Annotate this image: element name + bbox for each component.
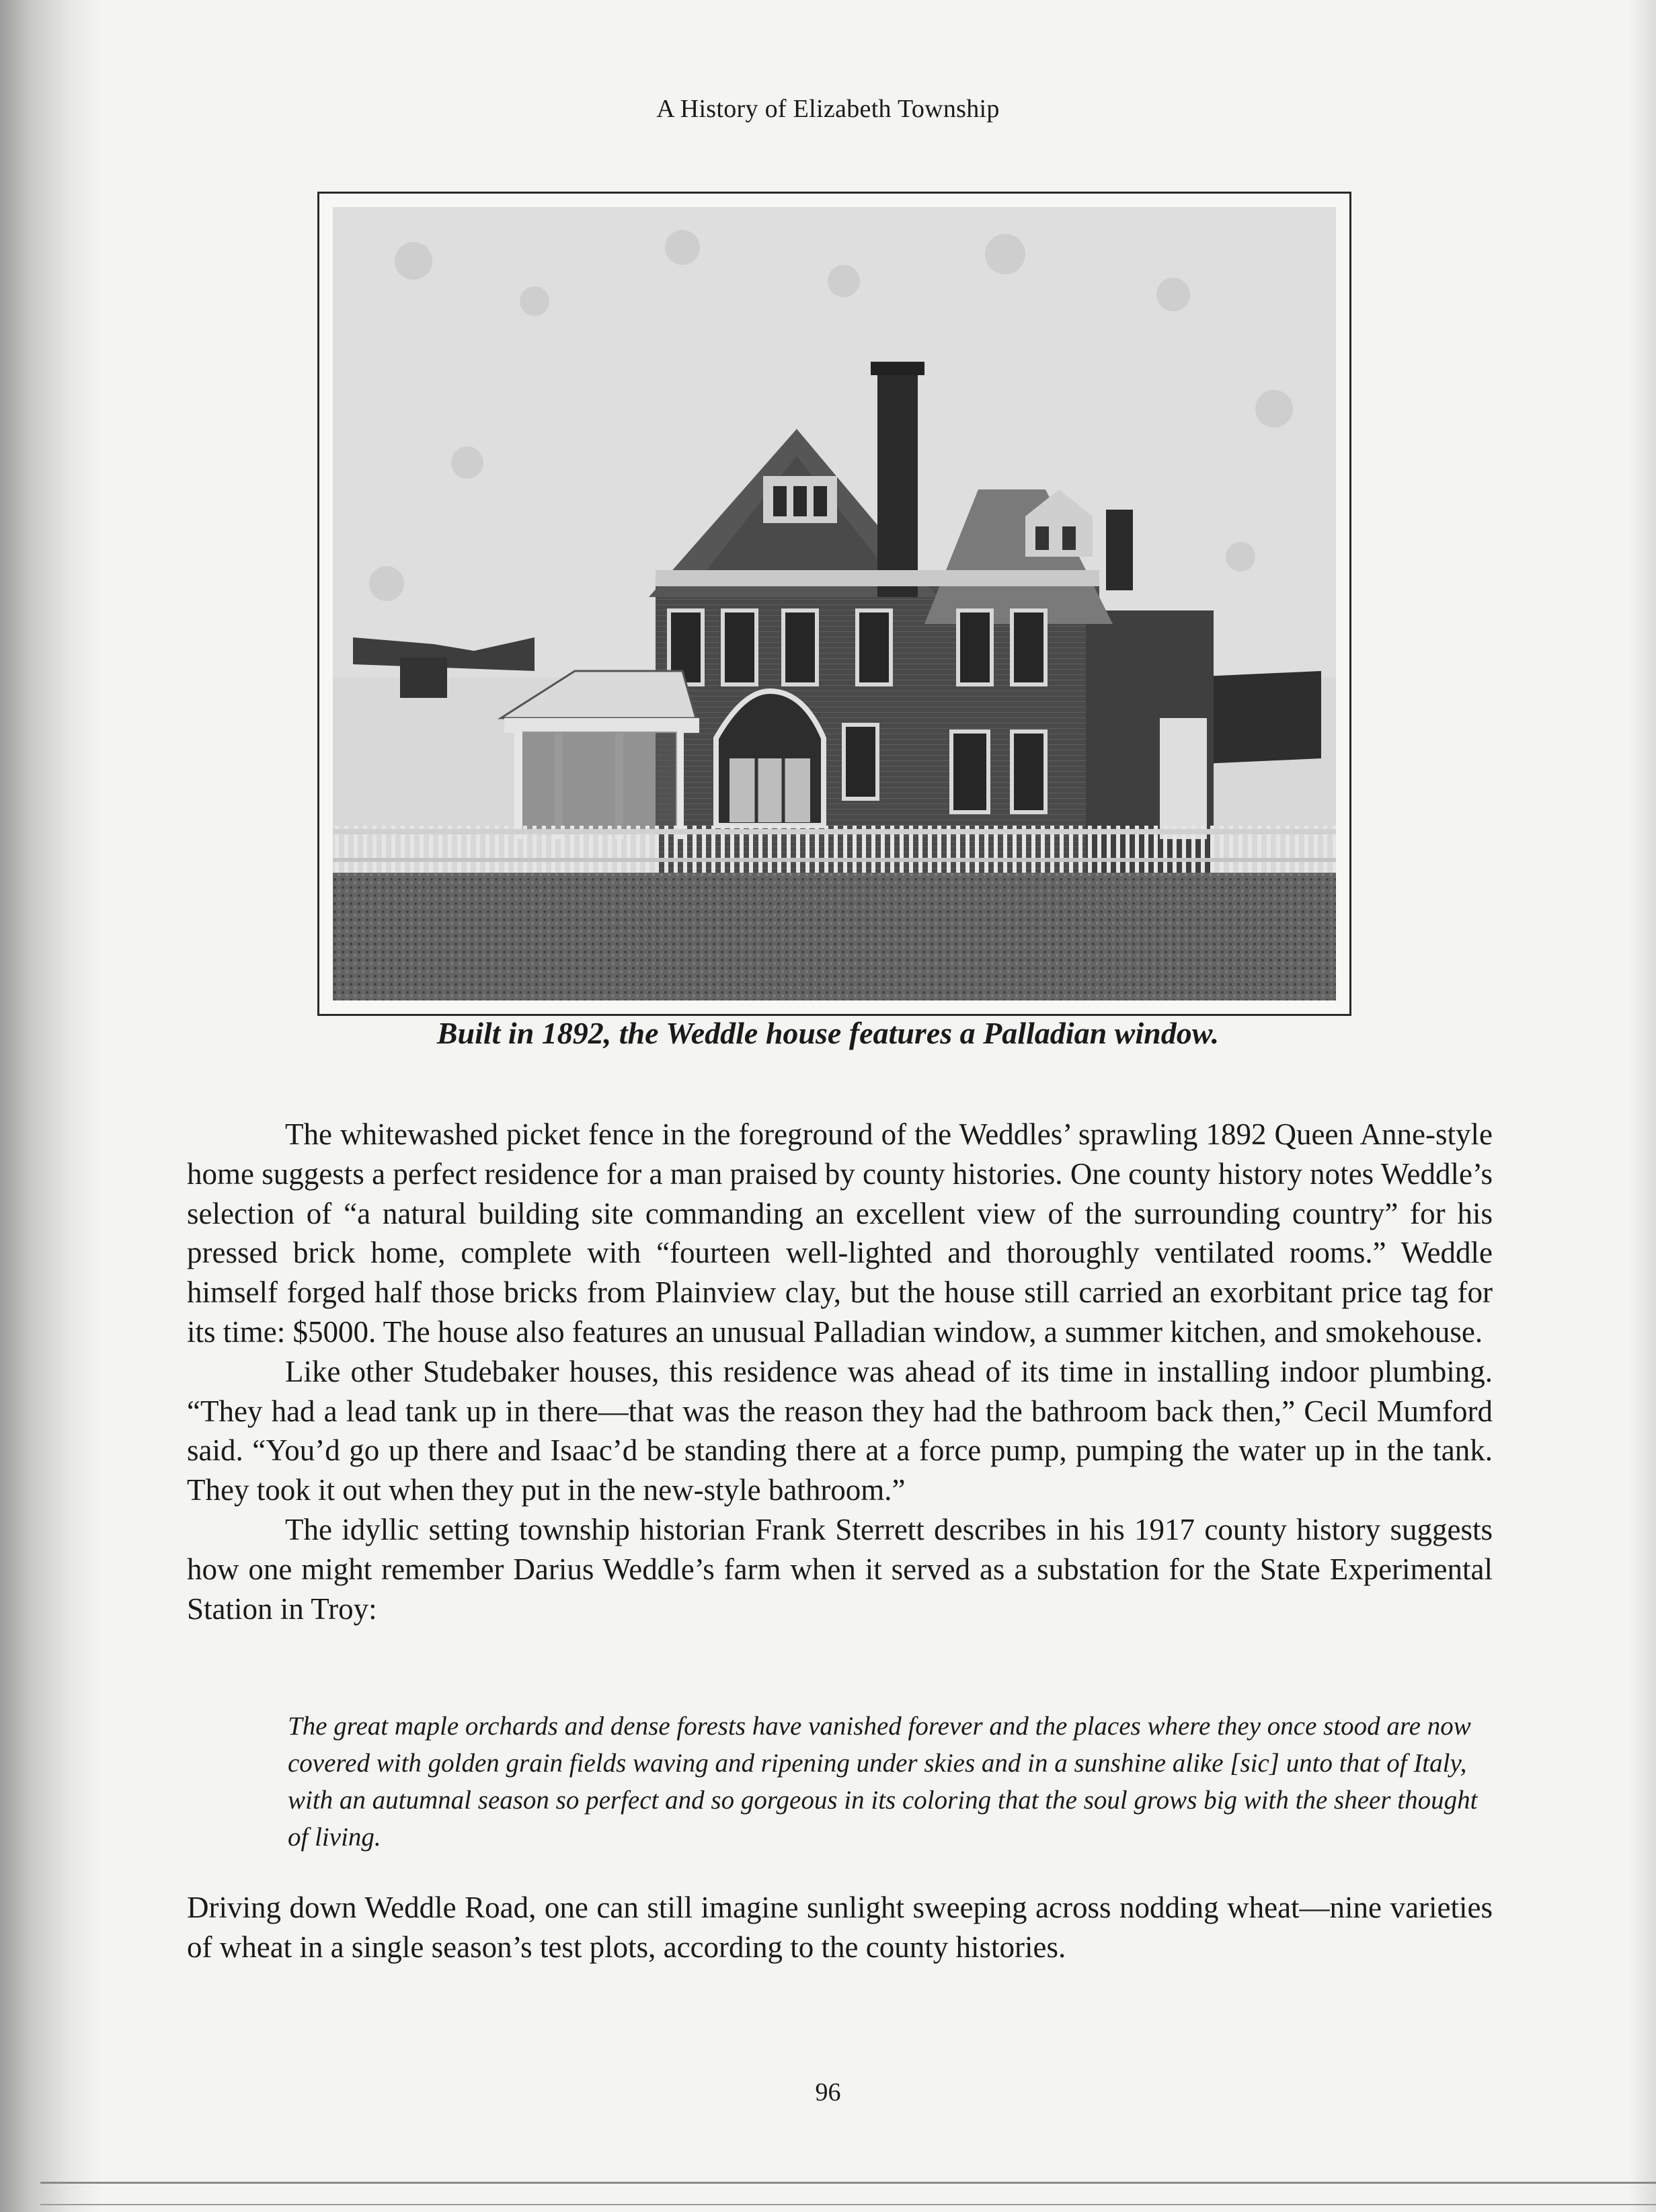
- photo-frame: [317, 192, 1351, 1016]
- paragraph: Like other Studebaker houses, this residence was ahead of its time in installing indoor plumbing. “They had a lead tank up in there—that was the reason they had the bathroom back then,” Cecil Mumford said. “You’d go up there and Isaac’d be standing there at a force pump, pumping the water up in the tank. They took it out when they put in the new-style bathroom.”: [187, 1354, 1493, 1507]
- paragraph: Driving down Weddle Road, one can still imagine sunlight sweeping across nodding wheat—nine varieties of wheat in a single season’s test plots, according to the county histories.: [187, 1891, 1493, 1964]
- body-text-upper: [187, 1115, 1493, 1628]
- scan-shadow: [0, 0, 101, 2212]
- scan-bottom-edge: [40, 2182, 1656, 2205]
- paragraph: The idyllic setting township historian Frank Sterrett describes in his 1917 county history suggests how one might remember Darius Weddle’s farm when it served as a substation for the State Experimental Station in Troy:: [187, 1512, 1493, 1626]
- page-number: 96: [815, 2078, 841, 2106]
- body-text-lower: [187, 1888, 1493, 1967]
- photo-caption: Built in 1892, the Weddle house features a Palladian window.: [436, 1016, 1220, 1050]
- scan-edge: [1629, 0, 1656, 2212]
- running-head: A History of Elizabeth Township: [656, 95, 1000, 123]
- paragraph: The whitewashed picket fence in the foreground of the Weddles’ sprawling 1892 Queen Anne-style home suggests a perfect residence for a man praised by county histories. One county history notes Weddle’s selection of “a natural building site commanding an excellent view of the surrounding country” for his pressed brick home, complete with “fourteen well-lighted and thoroughly ventilated rooms.” Weddle himself forged half those bricks from Plainview clay, but the house still carried an exorbitant price tag for its time: $5000. The house also features an unusual Palladian window, a summer kitchen, and smokehouse.: [187, 1117, 1493, 1349]
- house-photo: [333, 207, 1336, 1000]
- block-quote: The great maple orchards and dense forests have vanished forever and the places where they once stood are now covered with golden grain fields waving and ripening under skies and in a sunshine alike [sic] unto that of Italy, with an autumnal season so perfect and so gorgeous in its coloring that the soul grows big with the sheer thought of living.: [288, 1712, 1478, 1852]
